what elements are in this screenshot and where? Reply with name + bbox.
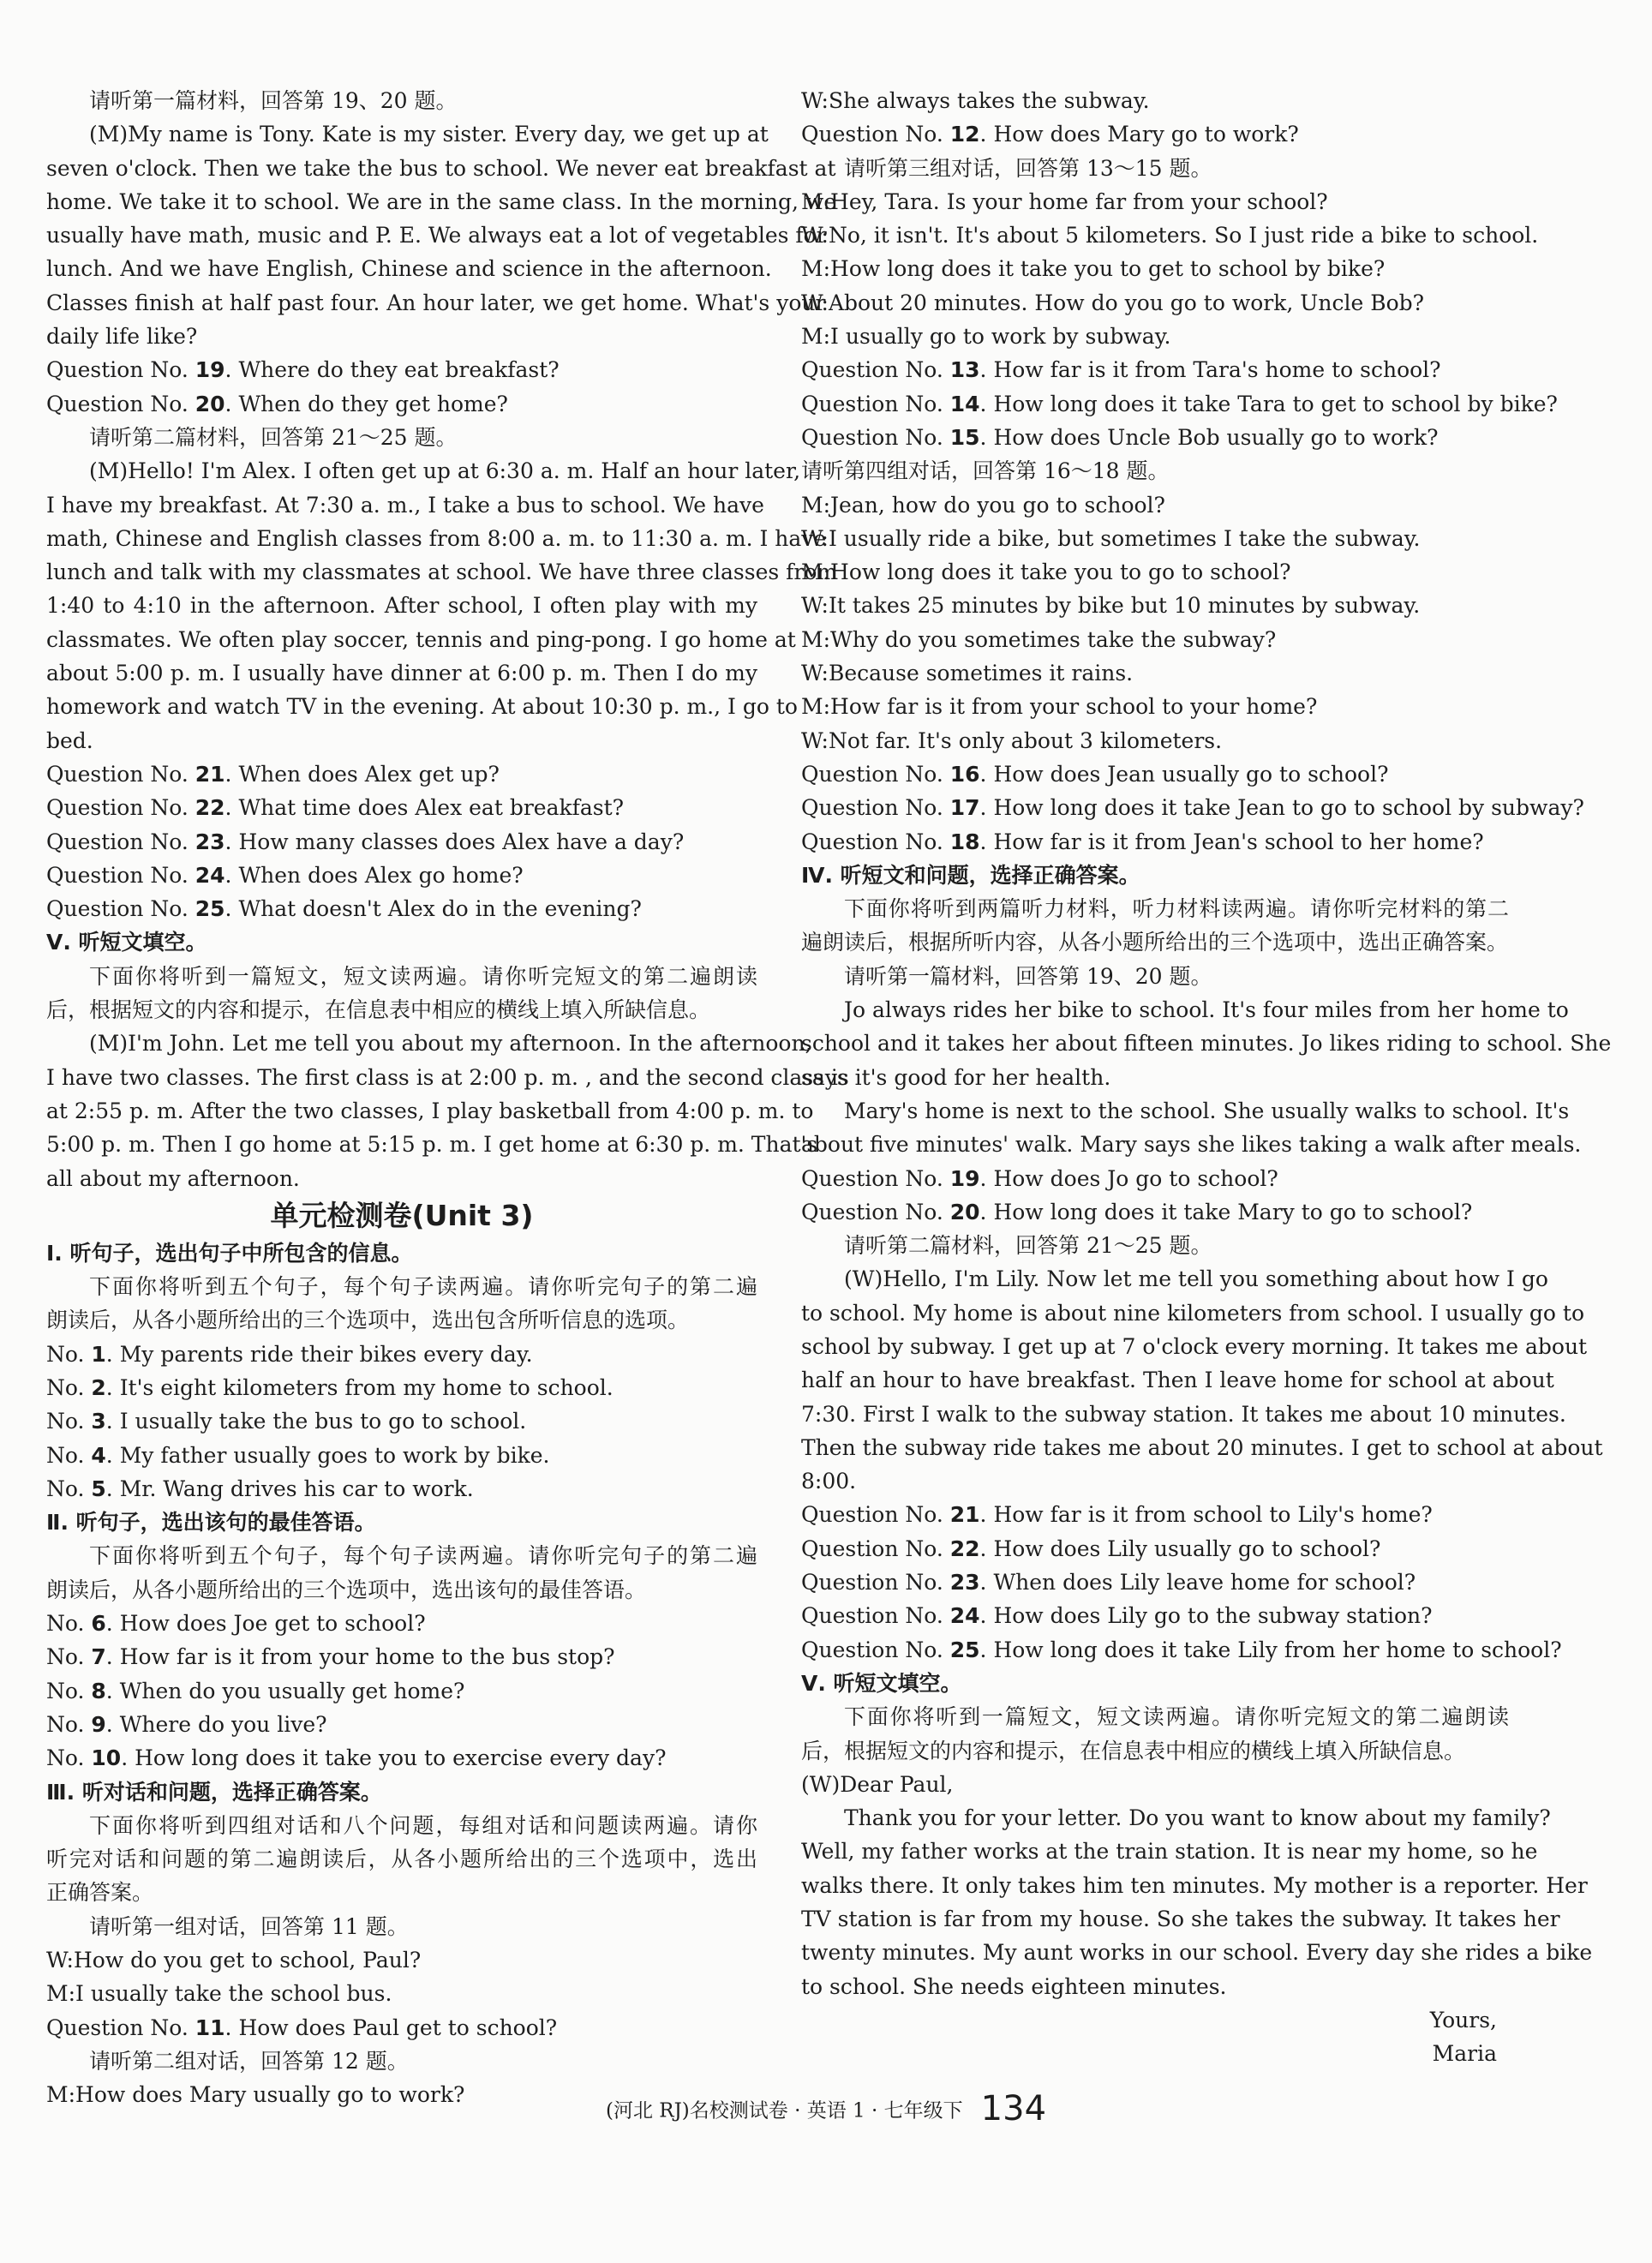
question-number: 12 [949, 122, 980, 147]
question-number: 17 [949, 795, 980, 821]
question-line [46, 1741, 757, 1775]
question-line [801, 825, 1509, 859]
question-text: . My father usually goes to work by bike. [105, 1442, 550, 1468]
question-prefix: Question No. [801, 829, 950, 854]
question-text: . How does Joe get to school? [105, 1611, 426, 1637]
text-line: W:Not far. It's only about 3 kilometers. [801, 727, 1223, 753]
text-line: M:Jean, how do you go to school? [801, 492, 1165, 518]
question-text: . What doesn't Alex do in the evening? [224, 896, 642, 922]
question-line [46, 859, 757, 892]
text-line: 下面你将听到一篇短文，短文读两遍。请你听完短文的第二遍朗读 [844, 1704, 1509, 1730]
question-number: 9 [91, 1711, 106, 1737]
text-line: Mary's home is next to the school. She usually walks to school. It's [844, 1098, 1570, 1123]
question-line [801, 1195, 1509, 1229]
question-line [801, 757, 1509, 791]
text-line: Well, my father works at the train station. It is near my home, so he [801, 1839, 1538, 1865]
signature-line: Maria [1432, 2041, 1497, 2067]
text-line: 后，根据短文的内容和提示，在信息表中相应的横线上填入所缺信息。 [801, 1738, 1466, 1763]
section-heading: Ⅲ. 听对话和问题，选择正确答案。 [46, 1779, 382, 1805]
question-prefix: No. [46, 1711, 92, 1737]
text-line: I have my breakfast. At 7:30 a. m., I take a bus to school. We have [46, 492, 764, 518]
text-line: W:I usually ride a bike, but sometimes I take the subway. [801, 525, 1421, 551]
text-line: lunch and talk with my classmates at school. We have three classes from [46, 560, 838, 585]
question-text: . How far is it from Jean's school to her home? [979, 829, 1484, 854]
question-line [46, 387, 757, 421]
question-line [46, 1338, 757, 1371]
text-line: W:How do you get to school, Paul? [46, 1948, 422, 1973]
question-number: 20 [949, 1199, 980, 1224]
question-prefix: Question No. [801, 357, 950, 383]
text-line: Thank you for your letter. Do you want to know about my family? [844, 1805, 1551, 1831]
text-line: M:How far is it from your school to your home? [801, 694, 1318, 720]
text-line: says it's good for her health. [801, 1064, 1111, 1090]
question-text: . When does Alex go home? [224, 862, 524, 888]
question-prefix: Question No. [801, 1603, 950, 1629]
text-line: about five minutes' walk. Mary says she likes taking a walk after meals. [801, 1132, 1582, 1158]
question-number: 1 [91, 1341, 106, 1367]
question-text: . When does Lily leave home for school? [979, 1570, 1416, 1595]
question-prefix: No. [46, 1409, 92, 1434]
question-line [801, 1633, 1562, 1667]
question-prefix: Question No. [801, 1165, 950, 1191]
text-line: W:Because sometimes it rains. [801, 661, 1134, 686]
question-prefix: Question No. [801, 122, 950, 147]
question-number: 22 [195, 795, 225, 821]
text-line: usually have math, music and P. E. We always eat a lot of vegetables for [46, 223, 827, 248]
question-text: . I usually take the bus to go to school. [105, 1409, 527, 1434]
question-prefix: Question No. [46, 357, 195, 383]
question-line [46, 1607, 757, 1640]
question-text: . How far is it from school to Lily's home? [979, 1502, 1433, 1528]
text-line: 请听第一篇材料，回答第 19、20 题。 [844, 963, 1212, 989]
question-number: 18 [949, 829, 980, 854]
text-line: M:How does Mary usually go to work? [46, 2082, 465, 2108]
text-line: 下面你将听到两篇听力材料，听力材料读两遍。请你听完材料的第二 [844, 896, 1509, 922]
section-heading: Ⅱ. 听句子，选出该句的最佳答语。 [46, 1510, 376, 1536]
text-line: walks there. It only takes him ten minutes. My mother is a reporter. Her [801, 1872, 1588, 1898]
question-prefix: Question No. [46, 862, 195, 888]
text-line: M:How long does it take you to go to school? [801, 560, 1291, 585]
question-prefix: Question No. [46, 391, 195, 416]
question-text: . How does Lily usually go to school? [979, 1536, 1381, 1561]
question-line [46, 2011, 757, 2044]
text-line: M:Why do you sometimes take the subway? [801, 626, 1277, 652]
question-line [801, 1498, 1509, 1531]
question-text: . How does Jo go to school? [979, 1165, 1278, 1191]
question-text: . Where do they eat breakfast? [224, 357, 560, 383]
question-number: 7 [91, 1644, 106, 1670]
text-line: 下面你将听到一篇短文，短文读两遍。请你听完短文的第二遍朗读 [89, 963, 757, 989]
text-line: lunch. And we have English, Chinese and science in the afternoon. [46, 256, 772, 282]
text-line: twenty minutes. My aunt works in our school. Every day she rides a bike [801, 1940, 1593, 1966]
question-line [801, 1162, 1509, 1195]
question-prefix: Question No. [801, 1570, 950, 1595]
text-line: to school. My home is about nine kilometers from school. I usually go to [801, 1300, 1585, 1326]
question-prefix: Question No. [801, 1502, 950, 1528]
question-line [46, 1439, 757, 1472]
question-text: . Where do you live? [105, 1711, 327, 1737]
question-prefix: No. [46, 1678, 92, 1703]
text-line: 请听第二组对话，回答第 12 题。 [89, 2048, 409, 2074]
question-text: . How does Jean usually go to school? [979, 761, 1389, 787]
question-text: . What time does Alex eat breakfast? [224, 795, 625, 821]
text-line: Classes finish at half past four. An hour later, we get home. What's your [46, 290, 826, 315]
text-line: bed. [46, 727, 93, 753]
question-number: 22 [949, 1536, 980, 1561]
question-number: 14 [949, 391, 980, 416]
question-number: 19 [949, 1165, 980, 1191]
text-line: M:I usually go to work by subway. [801, 324, 1171, 350]
text-line: 请听第二篇材料，回答第 21～25 题。 [89, 424, 458, 450]
text-line: 1:40 to 4:10 in the afternoon. After school, I often play with my [46, 593, 757, 619]
question-number: 6 [91, 1611, 106, 1637]
text-line: I have two classes. The first class is at 2:00 p. m. , and the second class is [46, 1064, 849, 1090]
question-prefix: No. [46, 1442, 92, 1468]
question-number: 24 [949, 1603, 980, 1629]
text-line: 下面你将听到四组对话和八个问题，每组对话和问题读两遍。请你 [89, 1812, 757, 1838]
text-line: W:About 20 minutes. How do you go to work, Uncle Bob? [801, 290, 1425, 315]
question-text: . When do you usually get home? [105, 1678, 465, 1703]
signature-line: Yours, [1429, 2007, 1497, 2033]
text-line: 请听第一篇材料，回答第 19、20 题。 [89, 88, 458, 113]
question-prefix: No. [46, 1611, 92, 1637]
question-prefix: No. [46, 1476, 92, 1501]
question-number: 21 [949, 1502, 980, 1528]
question-line [801, 117, 1509, 151]
text-line: about 5:00 p. m. I usually have dinner at 6:00 p. m. Then I do my [46, 661, 757, 686]
right-column [801, 84, 1612, 2071]
section-heading: Ⅳ. 听短文和问题，选择正确答案。 [801, 862, 1140, 888]
question-number: 23 [195, 829, 225, 854]
text-line: 7:30. First I walk to the subway station. It takes me about 10 minutes. [801, 1401, 1566, 1427]
text-line: M:How long does it take you to get to school by bike? [801, 256, 1386, 282]
question-text: . How far is it from your home to the bus stop? [105, 1644, 615, 1670]
text-line: (W)Dear Paul, [801, 1771, 954, 1797]
text-line: W:It takes 25 minutes by bike but 10 minutes by subway. [801, 593, 1421, 619]
question-text: . When does Alex get up? [224, 761, 500, 787]
text-line: to school. She needs eighteen minutes. [801, 1973, 1227, 1999]
text-line: 8:00. [801, 1469, 857, 1494]
question-text: . It's eight kilometers from my home to school. [105, 1374, 614, 1400]
text-line: Then the subway ride takes me about 20 minutes. I get to school at about [801, 1434, 1603, 1460]
text-line: TV station is far from my house. So she takes the subway. It takes her [801, 1907, 1560, 1932]
page-footer [0, 2089, 1652, 2128]
question-line [46, 1708, 757, 1741]
question-text: . How does Lily go to the subway station? [979, 1603, 1433, 1629]
question-text: . How long does it take Mary to go to school? [979, 1199, 1473, 1224]
text-line: W:She always takes the subway. [801, 88, 1150, 113]
text-line: at 2:55 p. m. After the two classes, I play basketball from 4:00 p. m. to [46, 1098, 814, 1123]
text-line: classmates. We often play soccer, tennis and ping-pong. I go home at [46, 626, 796, 652]
question-text: . My parents ride their bikes every day. [105, 1341, 533, 1367]
text-line: homework and watch TV in the evening. At about 10:30 p. m., I go to [46, 694, 798, 720]
question-line [46, 1371, 757, 1404]
question-number: 21 [195, 761, 225, 787]
question-number: 19 [195, 357, 225, 383]
text-line: 下面你将听到五个句子，每个句子读两遍。请你听完句子的第二遍 [89, 1543, 757, 1569]
question-prefix: No. [46, 1644, 92, 1670]
question-number: 5 [91, 1476, 106, 1501]
unit-title: 单元检测卷(Unit 3) [270, 1198, 534, 1232]
question-prefix: Question No. [46, 829, 195, 854]
question-line [801, 421, 1509, 454]
text-line: (M)I'm John. Let me tell you about my afternoon. In the afternoon, [89, 1031, 812, 1057]
question-line [46, 353, 757, 386]
text-line: 5:00 p. m. Then I go home at 5:15 p. m. I get home at 6:30 p. m. That's [46, 1132, 818, 1158]
text-line: school by subway. I get up at 7 o'clock every morning. It takes me about [801, 1333, 1588, 1359]
question-line [801, 387, 1558, 421]
text-line: (M)My name is Tony. Kate is my sister. Every day, we get up at [89, 122, 769, 147]
text-line: seven o'clock. Then we take the bus to school. We never eat breakfast at [46, 155, 836, 181]
question-number: 10 [91, 1745, 122, 1771]
text-line: (W)Hello, I'm Lily. Now let me tell you something about how I go [844, 1266, 1548, 1292]
question-number: 23 [949, 1570, 980, 1595]
question-prefix: Question No. [801, 795, 950, 821]
text-line: 朗读后，从各小题所给出的三个选项中，选出包含所听信息的选项。 [46, 1308, 690, 1333]
question-prefix: No. [46, 1374, 92, 1400]
question-line [46, 1640, 757, 1673]
text-line: 请听第四组对话，回答第 16～18 题。 [801, 458, 1170, 484]
text-line: all about my afternoon. [46, 1165, 300, 1191]
question-text: . Mr. Wang drives his car to work. [105, 1476, 474, 1501]
text-line: 遍朗读后，根据所听内容，从各小题所给出的三个选项中，选出正确答案。 [801, 930, 1509, 955]
question-line [801, 353, 1509, 386]
question-line [46, 791, 757, 824]
question-number: 15 [949, 424, 980, 450]
question-prefix: Question No. [801, 1199, 950, 1224]
question-prefix: Question No. [801, 1637, 950, 1662]
question-prefix: Question No. [801, 1536, 950, 1561]
left-column [46, 84, 849, 2112]
text-line: (M)Hello! I'm Alex. I often get up at 6:30 a. m. Half an hour later, [89, 458, 801, 484]
section-heading: Ⅴ. 听短文填空。 [46, 930, 207, 955]
question-text: . When do they get home? [224, 391, 508, 416]
question-line [46, 892, 757, 925]
question-prefix: Question No. [46, 795, 195, 821]
text-line: school and it takes her about fifteen minutes. Jo likes riding to school. She [801, 1031, 1612, 1057]
question-line [46, 825, 757, 859]
question-line [801, 1566, 1509, 1599]
question-number: 4 [91, 1442, 106, 1468]
text-line: M:Hey, Tara. Is your home far from your school? [801, 189, 1328, 214]
question-prefix: Question No. [801, 424, 950, 450]
question-number: 20 [195, 391, 225, 416]
question-number: 2 [91, 1374, 106, 1400]
section-heading: Ⅴ. 听短文填空。 [801, 1670, 962, 1696]
question-text: . How does Uncle Bob usually go to work? [979, 424, 1439, 450]
question-number: 24 [195, 862, 225, 888]
text-line: Jo always rides her bike to school. It's four miles from her home to [844, 997, 1569, 1023]
text-line: 正确答案。 [46, 1880, 154, 1906]
question-line [801, 791, 1584, 824]
text-line: 朗读后，从各小题所给出的三个选项中，选出该句的最佳答语。 [46, 1577, 647, 1602]
question-text: . How many classes does Alex have a day? [224, 829, 685, 854]
question-prefix: No. [46, 1341, 92, 1367]
question-prefix: Question No. [46, 761, 195, 787]
text-line: M:I usually take the school bus. [46, 1981, 392, 2007]
question-line [46, 1674, 757, 1708]
question-number: 11 [195, 2015, 225, 2040]
text-line: 听完对话和问题的第二遍朗读后，从各小题所给出的三个选项中，选出 [46, 1847, 757, 1872]
text-line: home. We take it to school. We are in the same class. In the morning, we [46, 189, 837, 214]
text-line: 请听第三组对话，回答第 13～15 题。 [844, 155, 1212, 181]
question-number: 16 [949, 761, 980, 787]
question-number: 25 [195, 896, 225, 922]
text-line: half an hour to have breakfast. Then I leave home for school at about [801, 1368, 1554, 1393]
question-prefix: No. [46, 1745, 92, 1771]
question-prefix: Question No. [801, 761, 950, 787]
question-prefix: Question No. [801, 391, 950, 416]
question-number: 13 [949, 357, 980, 383]
question-prefix: Question No. [46, 896, 195, 922]
question-text: . How long does it take Tara to get to school by bike? [979, 391, 1558, 416]
question-text: . How long does it take Lily from her home to school? [979, 1637, 1562, 1662]
question-text: . How far is it from Tara's home to school? [979, 357, 1441, 383]
question-text: . How long does it take you to exercise every day? [121, 1745, 667, 1771]
text-line: math, Chinese and English classes from 8:00 a. m. to 11:30 a. m. I have [46, 525, 827, 551]
question-line [46, 1472, 757, 1506]
question-number: 8 [91, 1678, 106, 1703]
text-line: 请听第一组对话，回答第 11 题。 [89, 1913, 409, 1939]
text-line: 请听第二篇材料，回答第 21～25 题。 [844, 1233, 1212, 1259]
text-line: daily life like? [46, 324, 198, 350]
question-line [801, 1599, 1509, 1632]
text-line: 下面你将听到五个句子，每个句子读两遍。请你听完句子的第二遍 [89, 1274, 757, 1300]
question-text: . How long does it take Jean to go to school by subway? [979, 795, 1584, 821]
text-line: 后，根据短文的内容和提示，在信息表中相应的横线上填入所缺信息。 [46, 997, 711, 1023]
page-number: 134 [980, 2089, 1047, 2128]
question-number: 25 [949, 1637, 980, 1662]
question-number: 3 [91, 1409, 106, 1434]
question-line [801, 1532, 1509, 1566]
question-line [46, 757, 757, 791]
text-line: W:No, it isn't. It's about 5 kilometers. So I just ride a bike to school. [801, 223, 1539, 248]
question-text: . How does Mary go to work? [979, 122, 1299, 147]
question-prefix: Question No. [46, 2015, 195, 2040]
section-heading: Ⅰ. 听句子，选出句子中所包含的信息。 [46, 1240, 413, 1266]
question-text: . How does Paul get to school? [224, 2015, 558, 2040]
footer-text: (河北 RJ)名校测试卷 · 英语 1 · 七年级下 [605, 2099, 963, 2122]
question-line [46, 1404, 757, 1438]
